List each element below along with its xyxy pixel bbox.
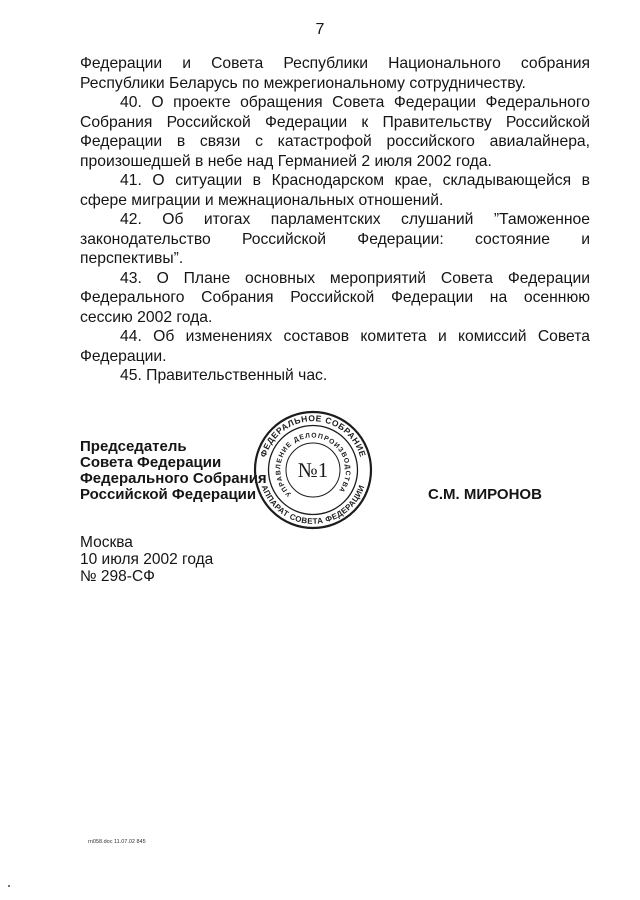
- text-line: сфере миграции и межнациональных отношений.: [80, 191, 444, 209]
- agenda-item-45: [80, 366, 590, 386]
- agenda-paragraph: [80, 54, 590, 93]
- text-line: Собрания Российской Федерации к Правительству Российской: [80, 113, 590, 131]
- text-line: Федерации.: [80, 347, 167, 365]
- agenda-item-41: [80, 171, 590, 210]
- seal-top-text: ФЕДЕРАЛЬНОЕ СОБРАНИЕ: [257, 413, 369, 459]
- page-number: 7: [315, 21, 325, 38]
- signatory-title-line: Федерального Собрания: [80, 470, 267, 487]
- text-line: Федерации и Совета Республики Национального собрания: [80, 55, 590, 72]
- agenda-text: [80, 54, 590, 386]
- agenda-item-44: [80, 327, 590, 366]
- signatory-title-line: Российской Федерации: [80, 486, 257, 503]
- text-line: перспективы”.: [80, 250, 184, 267]
- text-line: 42. Об итогах парламентских слушаний ”Таможенное: [120, 211, 590, 228]
- seal-inner-text: УПРАВЛЕНИЕ ДЕЛОПРОИЗВОДСТВА: [275, 432, 351, 498]
- signatory-title-line: Совета Федерации: [80, 454, 222, 471]
- place-and-date: [80, 534, 213, 585]
- seal-bottom-text: АППАРАТ СОВЕТА ФЕДЕРАЦИИ: [259, 483, 367, 526]
- scan-mark: [8, 885, 10, 887]
- agenda-item-40: [80, 93, 590, 171]
- text-line: 45. Правительственный час.: [120, 367, 328, 384]
- text-line: 43. О Плане основных мероприятий Совета Федерации: [120, 269, 590, 287]
- text-line: законодательство Российской Федерации: состояние и: [80, 230, 590, 248]
- text-line: Федерального Собрания Российской Федерации на осеннюю: [80, 289, 590, 306]
- document-number: № 298-СФ: [80, 568, 155, 585]
- text-line: Республики Беларусь по межрегиональному сотрудничеству.: [80, 74, 526, 92]
- signatory-title-line: Председатель: [80, 438, 187, 455]
- text-line: Федерации в связи с катастрофой российского авиалайнера,: [80, 133, 590, 150]
- agenda-item-43: [80, 269, 590, 328]
- signer-name: С.М. МИРОНОВ: [428, 486, 542, 503]
- official-seal: [248, 405, 378, 535]
- date: 10 июля 2002 года: [80, 551, 214, 568]
- text-line: произошедшей в небе над Германией 2 июля 2002 года.: [80, 152, 492, 170]
- text-line: 44. Об изменениях составов комитета и комиссий Совета: [120, 328, 590, 345]
- file-info-footer: rn058.doc 11.07.02 845: [88, 839, 146, 845]
- text-line: 41. О ситуации в Краснодарском крае, складывающейся в: [120, 172, 590, 189]
- seal-number: №1: [297, 458, 329, 482]
- text-line: сессию 2002 года.: [80, 308, 213, 326]
- agenda-item-42: [80, 210, 590, 269]
- city: Москва: [80, 534, 133, 551]
- text-line: 40. О проекте обращения Совета Федерации Федерального: [120, 94, 590, 111]
